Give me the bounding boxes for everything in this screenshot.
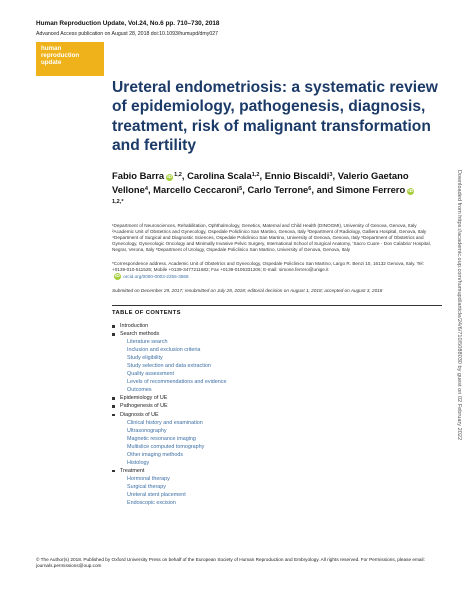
orcid-icon: iD: [115, 273, 120, 279]
toc-item-label: Epidemiology of UE: [120, 395, 168, 402]
toc-subitem[interactable]: Inclusion and exclusion criteria: [127, 347, 201, 354]
author-affiliation-marker: 3: [329, 172, 333, 178]
toc-subitem[interactable]: Endoscopic excision: [127, 500, 176, 507]
toc-subitem[interactable]: Hormonal therapy: [127, 475, 170, 482]
toc-item-label: Introduction: [120, 323, 149, 329]
toc-item[interactable]: [112, 402, 442, 410]
orcid-icon[interactable]: iD: [408, 188, 414, 194]
author-name: Carolina Scala: [187, 170, 252, 181]
toc-item-label: Treatment: [120, 467, 145, 474]
advance-access-line: Advanced Access publication on August 28, 2018 doi:10.1093/humupd/dmy027: [36, 31, 218, 37]
author-name: Fabio Barra: [112, 170, 165, 181]
toc-subitem[interactable]: Levels of recommendations and evidence: [127, 379, 227, 386]
toc-subitem[interactable]: Quality assessment: [127, 371, 175, 378]
toc-list: [112, 322, 442, 507]
bullet-icon: [112, 414, 115, 417]
toc-subitem[interactable]: Ureteral stent placement: [127, 491, 186, 498]
toc-subitem[interactable]: Surgical therapy: [127, 483, 166, 490]
bullet-icon: [112, 333, 115, 336]
toc-sublist: [120, 338, 442, 394]
toc-item[interactable]: [112, 322, 442, 330]
toc-subitem[interactable]: Clinical history and examination: [127, 419, 203, 426]
download-notice: Downloaded from https://academic.oup.com/humupd/article/24/6/710/5088030 by guest on 02 February 2022: [456, 169, 462, 441]
toc-item[interactable]: [112, 394, 442, 402]
author-name: Carlo Terrone: [247, 183, 309, 195]
toc-sublist: [120, 475, 442, 507]
toc-subitem[interactable]: Magnetic resonance imaging: [127, 435, 196, 442]
toc-item[interactable]: [112, 467, 442, 507]
author-affiliation-marker: 1,2,*: [112, 199, 124, 205]
correspondence-address: *Correspondence address. Academic Unit of Obstetrics and Gynecology, Ospedale Policlinico San Martino, Largo R. Benzi 10, 16132 Genova, Italy. Tel: +0139-010-511525; Mobile +0139-3477211682; Fax +0139-0105331206; E-mail: simone.ferrero@unige.it: [112, 261, 424, 272]
author-name: Ennio Biscaldi: [264, 170, 330, 181]
affiliations: ¹Department of Neurosciences, Rehabilitation, Ophthalmology, Genetics, Maternal and Child Health (DINOGMI), University of Genova, Genova, Italy ²Academic Unit of Obstetrics and Gynecology, Ospedale Policlinico San Martino, Genova, Italy ³Department of Radiology, Galliera Hospital, Genova, Italy ⁴Department of Surgical and Diagnostic Sciences, Ospedale Policlinico San Martino, University of Genova, Genova, Italy ⁵Department of Obstetrics and Gynecology, Gynecologic Oncology and Minimally Invasive Pelvic Surgery, International School of Surgical Anatomy, ‘Sacro Cuore - Don Calabria’ Hospital, Negrar, Verona, Italy ⁶Department of Urology, Ospedale Policlinico San Martino, University of Genova, Genova, Italy: [112, 223, 431, 252]
toc-item[interactable]: [112, 411, 442, 467]
toc-item-label: Diagnosis of UE: [120, 411, 159, 418]
toc-sublist: [120, 419, 442, 467]
orcid-link[interactable]: orcid.org/0000-0003-2255-3568: [123, 273, 189, 279]
bullet-icon: [112, 470, 115, 473]
author-list: Fabio Barra iD $^{1,2}$, Carolina Scala$^{1,2}$, Ennio Biscaldi$^3$, Valerio Gaetano Vellone$^4$, Marcello Ceccaroni$^5$, Carlo Terrone$^6$, and Simone Ferrero $iD^{1,2,*}$: [112, 170, 414, 205]
author-affiliation-marker: 4: [144, 185, 148, 192]
toc-subitem[interactable]: Outcomes: [127, 387, 152, 394]
toc-subitem[interactable]: Histology: [127, 459, 150, 466]
toc-subitem[interactable]: Study selection and data extraction: [127, 363, 211, 370]
author-affiliation-marker: 1,2: [251, 172, 260, 178]
toc-subitem[interactable]: Study eligibility: [127, 355, 163, 362]
author-name: Marcello Ceccaroni: [153, 183, 240, 195]
journal-citation: Human Reproduction Update, Vol.24, No.6 pp. 710–730, 2018: [36, 20, 220, 27]
bullet-icon: [112, 405, 115, 408]
download-sidebar: [455, 70, 463, 540]
submission-dates: Submitted on December 29, 2017; resubmitted on July 28, 2018; editorial decision on August 1, 2018; accepted on August 3, 2018: [112, 288, 383, 293]
bullet-icon: [112, 325, 115, 328]
correspondence-block: [112, 261, 434, 280]
toc-item-label: Search methods: [120, 331, 160, 338]
table-of-contents: [112, 305, 442, 550]
toc-subitem[interactable]: Multislice computed tomography: [127, 443, 205, 450]
copyright-footer: © The Author(s) 2018. Published by Oxford University Press on behalf of the European Society of Human Reproduction and Embryology. All rights reserved. For Permissions, please email: journals.permissions@oup.com: [36, 557, 425, 569]
toc-item[interactable]: [112, 330, 442, 394]
orcid-icon[interactable]: iD: [167, 175, 173, 180]
toc-subitem[interactable]: Ultrasonography: [127, 427, 167, 434]
toc-heading: TABLE OF CONTENTS: [112, 310, 181, 316]
bullet-icon: [112, 397, 115, 400]
author-affiliation-marker: 5: [239, 185, 243, 192]
toc-subitem[interactable]: Literature search: [127, 339, 168, 346]
toc-subitem[interactable]: Other imaging methods: [127, 451, 184, 458]
author-affiliation-marker: 1,2: [174, 172, 182, 178]
journal-logo: human reproduction update: [36, 42, 104, 76]
author-name: Valerio Gaetano Vellone: [112, 170, 409, 195]
author-name: Simone Ferrero: [335, 183, 406, 195]
article-title: Ureteral endometriosis: a systematic review of epidemiology, pathogenesis, diagnosis, treatment, risk of malignant transformation and fertility: [112, 79, 438, 155]
toc-item-label: Pathogenesis of UE: [120, 403, 168, 410]
author-affiliation-marker: 6: [308, 185, 312, 192]
